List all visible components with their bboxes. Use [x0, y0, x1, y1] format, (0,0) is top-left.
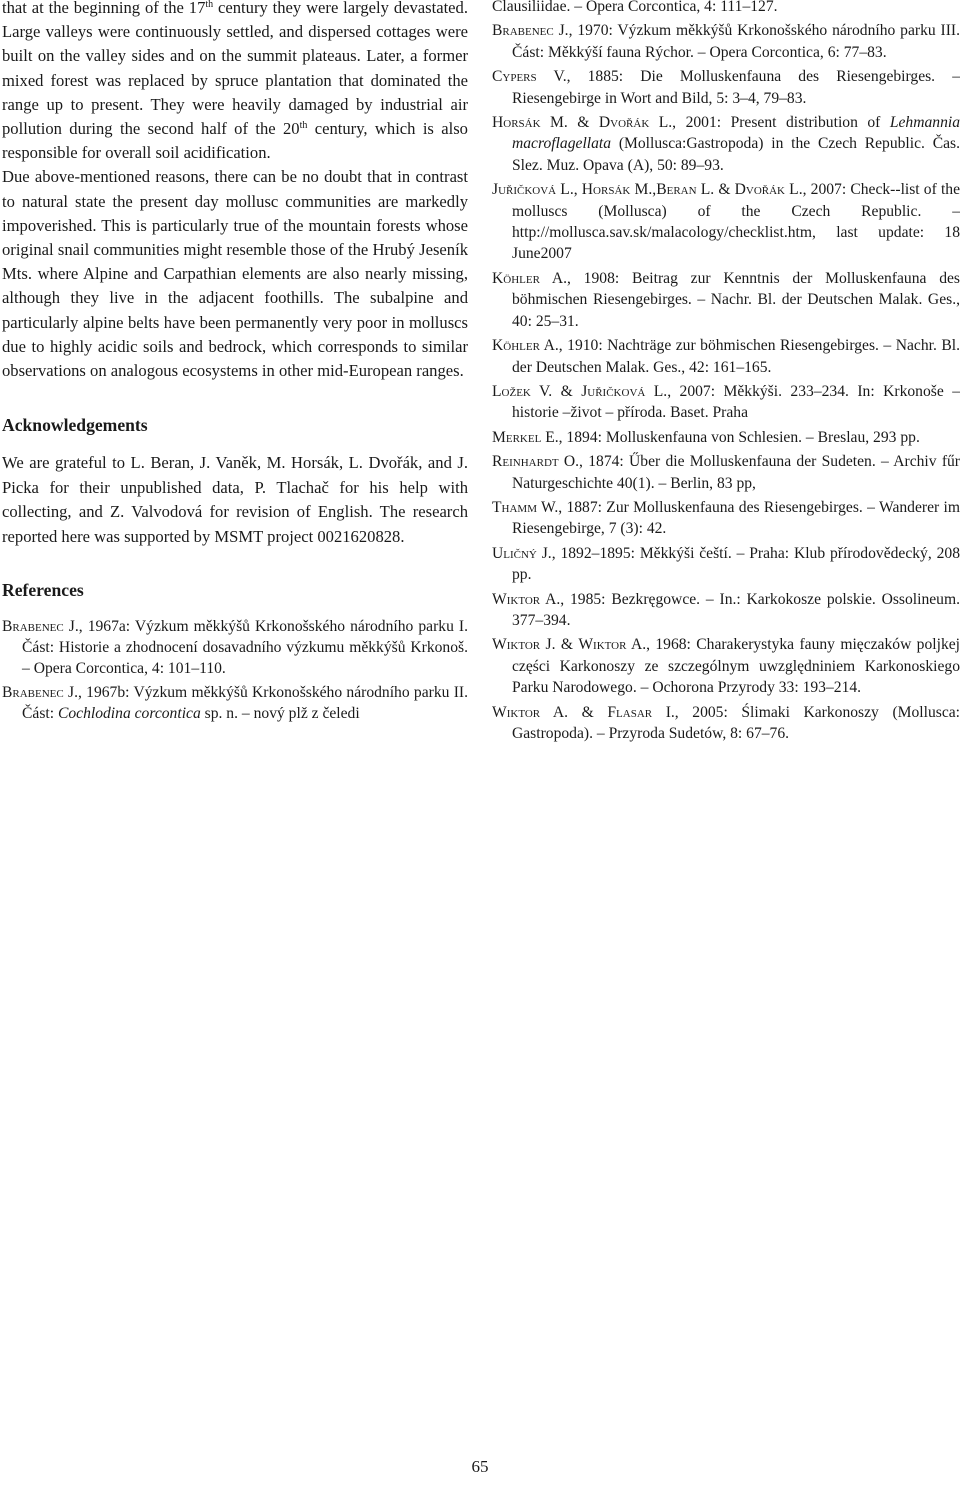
- author-name: Köhler: [492, 269, 540, 287]
- reference-item: [492, 179, 960, 265]
- references-list-left: [2, 616, 468, 725]
- reference-continuation: Clausiliidae. – Opera Corcontica, 4: 111–127.: [492, 0, 778, 15]
- author-name: Köhler: [492, 337, 540, 355]
- text-run: that at the beginning of the 17: [2, 0, 206, 17]
- reference-item: [492, 20, 960, 63]
- reference-item: [492, 427, 960, 448]
- left-column: [2, 0, 468, 727]
- author-name: Dvořák: [734, 181, 785, 199]
- author-name: Uličný: [492, 544, 537, 562]
- author-name: Dvořák: [598, 114, 650, 132]
- italic-text: Cochlodina corcontica: [57, 705, 201, 723]
- author-name: Wiktor: [492, 636, 541, 654]
- author-name: Ložek: [492, 382, 531, 400]
- references-list-right: [492, 20, 960, 744]
- author-name: Brabenec: [2, 617, 64, 635]
- author-name: Wiktor: [492, 703, 541, 721]
- author-name: Merkel: [492, 428, 542, 446]
- text-run: L., 2001: Present distribution of: [649, 114, 890, 132]
- reference-item: [2, 616, 468, 680]
- author-name: Thamm: [492, 498, 537, 516]
- author-name: Juřičková: [581, 382, 646, 400]
- text-run: A., 1985: Bezkręgowce. – In.: Karkokosze polskie. Ossolineum. 377–394.: [512, 590, 960, 629]
- text-run: Due above-mentioned reasons, there can be no doubt that in contrast to natural state the present day mollusc communities are markedly impoverished. This is particularly true of the mountain forests whose original snail communities might resemble those of the Hrubý Jeseník Mts. where Alpine and Carpathian elements are also nearly missing, although they live in the adjacent foothills. The subalpine and particularly alpine belts have been permanently very poor in molluscs due to highly acidic soils and bedrock, which corresponds to similar observations on analogous ecosystems in other mid-European ranges.: [2, 167, 468, 381]
- text-run: sp. n. – nový plž z čeledi: [200, 705, 360, 723]
- text-run: L., 2007: Check--list of the molluscs (Mollusca) of the Czech Republic. – http://mollusca.sav.sk/malacology/checklist.htm, last update: 18 June2007: [512, 181, 960, 263]
- text-run: I., 2005: Ślimaki Karkonoszy (Mollusca: Gastropoda). – Przyroda Sudetów, 8: 67–76.: [512, 703, 960, 742]
- text-run: A., 1908: Beitrag zur Kenntnis der Molluskenfauna des böhmischen Riesengebirges. – Nachr. Bl. der Deutschen Malak. Ges., 40: 25–31.: [512, 269, 960, 330]
- right-column: [492, 0, 960, 747]
- acknowledgements-text: We are grateful to L. Beran, J. Vaněk, M. Horsák, L. Dvořák, and J. Picka for their unpublished data, P. Tlachač for his help with collecting, and Z. Valvodová for revision of English. The research reported here was supported by MSMT project 0021620828.: [2, 453, 468, 547]
- superscript: th: [205, 0, 214, 10]
- text-run: J., 1967b: Výzkum měkkýšů Krkonošského národního parku II. Část:: [22, 683, 468, 723]
- text-run: J., 1970: Výzkum měkkýšů Krkonošského národního parku III. Část: Měkkýší fauna Rýchor. – Opera Corcontica, 6: 77–83.: [512, 22, 960, 61]
- reference-item: [492, 335, 960, 378]
- text-run: L., 2007: Měkkýši. 233–234. In: Krkonoše – historie –život – příroda. Baset. Praha: [512, 382, 960, 422]
- text-run: A. &: [540, 703, 608, 721]
- references-heading: References: [2, 579, 84, 600]
- text-run: J., 1967a: Výzkum měkkýšů Krkonošského národního parku I. Část: Historie a zhodnocení dosavadního výzkumu měkkýšů Krkonoš. – Opera Corcontica, 4: 101–110.: [22, 617, 468, 678]
- author-name: Brabenec: [492, 22, 554, 40]
- text-run: L. &: [696, 181, 735, 199]
- text-run: L.,: [556, 181, 582, 199]
- author-name: Flasar: [607, 703, 653, 721]
- author-name: Horsák: [581, 181, 631, 199]
- italic-text: Lehmannia macroflagellata: [512, 114, 960, 153]
- text-run: (Mollusca:Gastropoda) in the Czech Republic. Čas. Slez. Muz. Opava (A), 50: 89–93.: [512, 135, 960, 174]
- text-run: A., 1910: Nachträge zur böhmischen Riesengebirges. – Nachr. Bl. der Deutschen Malak. Ges., 42: 161–165.: [512, 337, 960, 376]
- author-name: Horsák: [492, 114, 541, 132]
- text-run: M. &: [540, 114, 599, 132]
- text-run: century they were largely devastated. Large valleys were continuously settled, and dispersed cottages were built on the valley sides and on the summit plateaus. Later, a former mixed forest was replaced by spruce plantation that dominated the range up to present. They were heavily damaged by industrial air pollution during the second half of the 20: [2, 0, 468, 139]
- reference-item: [492, 381, 960, 424]
- text-run: century, which is also responsible for overall soil acidification.: [2, 119, 468, 163]
- author-name: Beran: [656, 181, 697, 199]
- author-name: Wiktor: [492, 590, 541, 608]
- page-number: 65: [471, 1457, 489, 1476]
- reference-item: [492, 634, 960, 698]
- text-run: A., 1968: Charakerystyka fauny mięczaków poljkej części Karkonoszy ze szczególnym uwzględniniem Karkonoskiego Parku Narodowego. – Ochorona Przyrody 33: 193–214.: [512, 636, 960, 697]
- acknowledgements-heading: Acknowledgements: [2, 415, 148, 436]
- acknowledgements-section: [2, 451, 468, 549]
- reference-item: [492, 268, 960, 332]
- reference-item: [492, 66, 960, 109]
- author-name: Reinhardt: [492, 453, 559, 471]
- text-run: V. &: [530, 382, 582, 400]
- text-run: E., 1894: Molluskenfauna von Schlesien. – Breslau, 293 pp.: [541, 428, 920, 446]
- author-name: Brabenec: [2, 683, 64, 701]
- text-run: J., 1892–1895: Měkkýši čeští. – Praha: Klub přírodovědecký, 208 pp.: [512, 544, 960, 584]
- superscript: th: [299, 120, 308, 132]
- reference-item: [492, 497, 960, 540]
- author-name: Wiktor: [578, 636, 627, 654]
- reference-item: [492, 451, 960, 494]
- reference-item: [2, 682, 468, 725]
- author-name: Juřičková: [492, 181, 557, 199]
- reference-item: [492, 589, 960, 632]
- text-run: M.,: [630, 181, 657, 199]
- text-run: J. &: [540, 636, 579, 654]
- reference-item: [492, 112, 960, 176]
- text-run: O., 1874: Űber die Molluskenfauna der Sudeten. – Archiv fűr Naturgeschichte 40(1). – Berlin, 83 pp,: [512, 453, 960, 492]
- author-name: Cypers: [492, 68, 537, 86]
- body-text: [2, 0, 468, 383]
- body-paragraph: [2, 0, 468, 165]
- reference-item: [492, 543, 960, 586]
- text-run: W., 1887: Zur Molluskenfauna des Riesengebirges. – Wanderer im Riesengebirge, 7 (3): 42.: [512, 498, 960, 538]
- reference-item: [492, 702, 960, 745]
- text-run: V., 1885: Die Molluskenfauna des Riesengebirges. – Riesengebirge in Wort and Bild, 5: 3–4, 79–83.: [512, 68, 960, 107]
- body-paragraph: [2, 165, 468, 383]
